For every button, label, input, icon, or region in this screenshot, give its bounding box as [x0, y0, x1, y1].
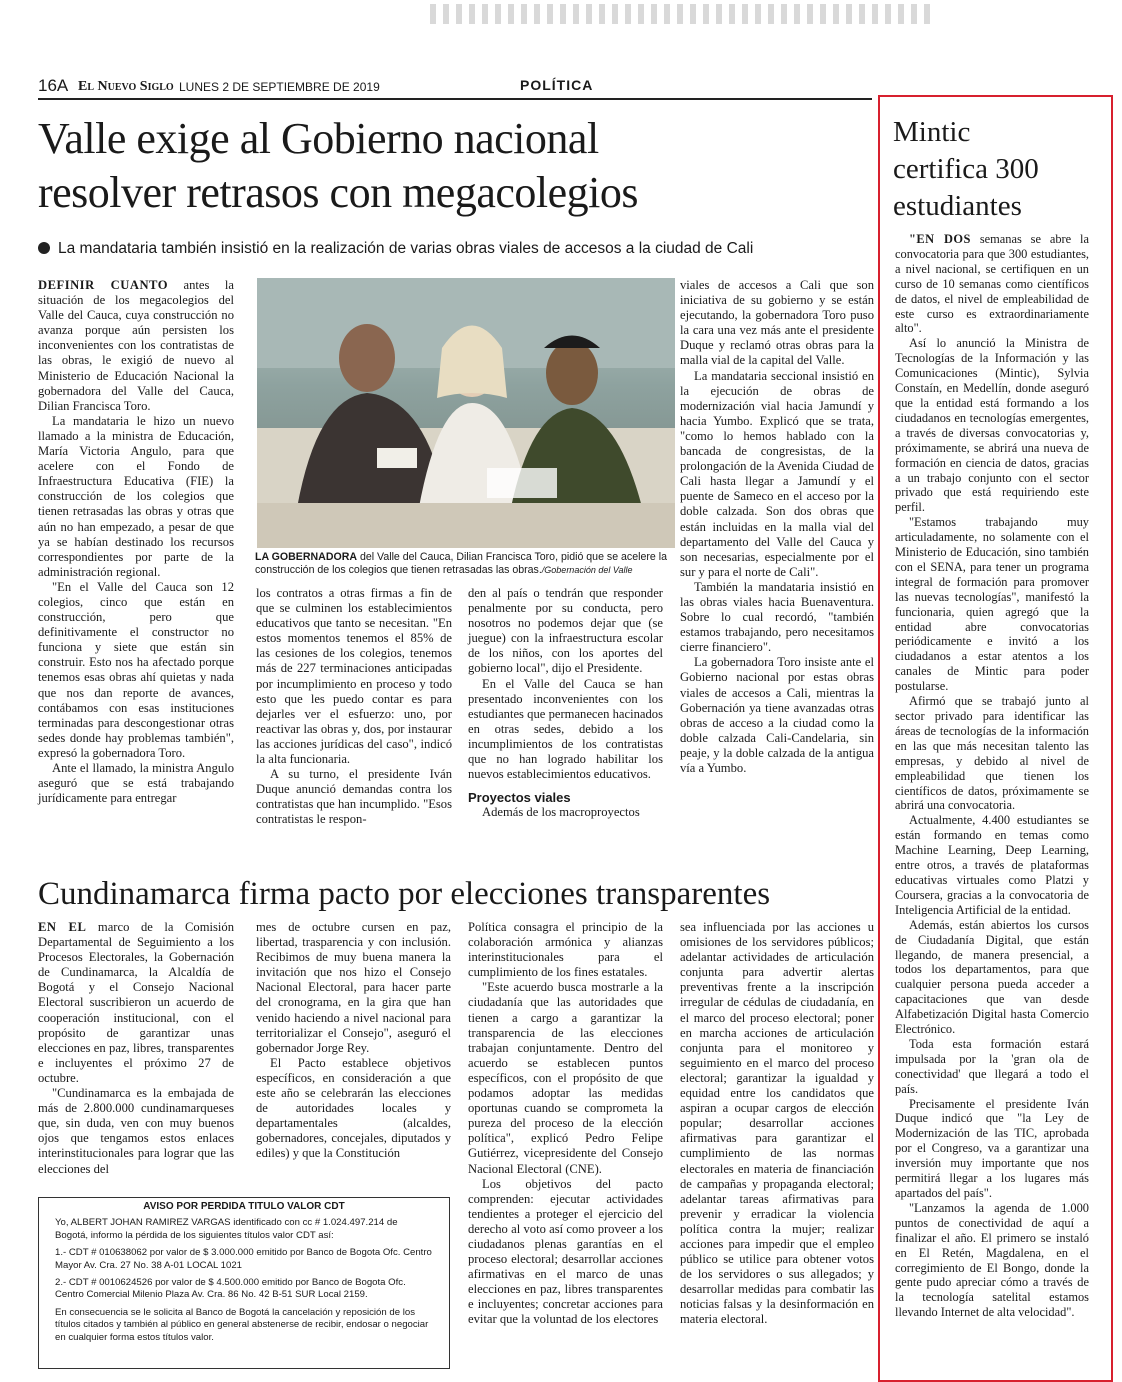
- paragraph: Toda esta formación estará impulsada por la 'gran ola de conectividad' que llegará a todo el país.: [895, 1036, 1089, 1096]
- article1-column-1: [38, 278, 234, 806]
- page-header: [38, 76, 872, 100]
- scan-artifact: [430, 4, 930, 24]
- sidebar-headline: [893, 114, 1103, 225]
- paragraph: La mandataria seccional insistió en la ejecución de obras de modernización vial hacia Jamundí y hacia Yumbo. Explicó que se trata, "como lo hemos hablado con la bancada de congresistas, de la prolongación de la Avenida Ciudad de Cali hasta llegar a Jamundí y el puente de Sameco en el acceso por la doble calzada. Son dos obras que están incluidas en la malla vial del departamento del Valle del Cauca y son necesarias, especialmente por el sur y para el norte de Cali".: [680, 368, 874, 579]
- paragraph: Además, están abiertos los cursos de Ciudadanía Digital, que están llegando, de manera presencial, a todos los departamentos, para que cualquier persona pueda acceder a capacitaciones que van desde Alfabetización Digital hasta Comercio Electrónico.: [895, 917, 1089, 1037]
- paragraph: "Este acuerdo busca mostrarle a la ciudadanía que las autoridades que tienen a cargo a garantizar la transparencia de las elecciones trabajan conjuntamente. Dentro del acuerdo se establecen puntos específicos, con el propósito de que podamos adoptar las medidas oportunas cuando se comprometa la pureza del proceso de la elección política", explicó Pedro Felipe Gutiérrez, vicepresidente del Consejo Nacional Electoral (CNE).: [468, 980, 663, 1176]
- paragraph: También la mandataria insistió en las obras viales hacia Buenaventura. Sobre lo cual recordó, "también estamos trabajando, pero necesitamos cierre financiero".: [680, 579, 874, 655]
- legal-notice-box: [38, 1197, 450, 1369]
- headline-line-2: resolver retrasos con megacolegios: [38, 168, 638, 217]
- paragraph: A su turno, el presidente Iván Duque anunció demandas contra los contratistas que han incumplido. "Esos contratistas le respon-: [256, 767, 452, 827]
- article2-column-2: [256, 920, 451, 1162]
- section-name: POLÍTICA: [520, 77, 594, 93]
- lead-in: EN EL: [38, 920, 87, 934]
- bullet-icon: [38, 242, 50, 254]
- notice-title: AVISO POR PERDIDA TITULO VALOR CDT: [143, 1201, 345, 1212]
- paragraph: "En el Valle del Cauca son 12 colegios, cinco que están en construcción, pero que definitivamente el constructor no funciona y siete que están sin construir. Esto nos ha afectado porque tenemos esas obras ahí quietas y nada que nos dan reporte de avances, contábamos con esas instituciones terminadas para descongestionar otras sedes donde hay problemas también", expresó la gobernadora Toro.: [38, 579, 234, 760]
- headline-line-1: Valle exige al Gobierno nacional: [38, 114, 599, 163]
- paragraph: Ante el llamado, la ministra Angulo aseguró que se está trabajando jurídicamente para entregar: [38, 761, 234, 806]
- subtitle-text: La mandataria también insistió en la realización de varias obras viales de accesos a la ciudad de Cali: [58, 240, 754, 257]
- paragraph: En el Valle del Cauca se han presentado inconvenientes con los estudiantes que permanecen hacinados en otras sedes, debido a los incumplimientos de los contratistas que no han logrado habilitar los nuevos establecimientos educativos.: [468, 676, 663, 782]
- paragraph: Además de los macroproyectos: [482, 805, 640, 820]
- sidebar-body: [895, 232, 1089, 1320]
- page-number: 16A: [38, 76, 69, 95]
- notice-paragraph: Yo, ALBERT JOHAN RAMIREZ VARGAS identificado con cc # 1.024.497.214 de Bogotá, informo la pérdida de los siguientes títulos valor CDT así:: [55, 1217, 398, 1241]
- notice-paragraph: En consecuencia se le solicita al Banco de Bogotá la cancelación y reposición de los títulos citados y también al público en general abstenerse de recibir, endosar o negociar en cualquier forma estos títulos valor.: [55, 1306, 429, 1343]
- issue-date: LUNES 2 DE SEPTIEMBRE DE 2019: [179, 80, 380, 94]
- paragraph: Los objetivos del pacto comprenden: ejecutar actividades tendientes a proteger el ejercicio del derecho al voto así como proveer a los ciudadanos plenas garantías en el proceso electoral; desarrollar acciones afirmativas en el marco de unas elecciones en paz, libres transparentes e incluyentes; concretar acciones para evitar que la voluntad de los electores: [468, 1176, 663, 1327]
- paragraph: marco de la Comisión Departamental de Seguimiento a los Procesos Electorales, la Gobernación de Cundinamarca, la Alcaldía de Bogotá y el Consejo Nacional Electoral suscribieron un acuerdo de cooperación institucional, con el propósito de garantizar unas elecciones en paz, libres, transparentes e incluyentes el próximo 27 de octubre.: [38, 920, 235, 1085]
- sidebar-headline-line: Mintic: [893, 116, 971, 148]
- caption-lead: LA GOBERNADORA: [255, 551, 358, 563]
- photo-caption: [255, 551, 677, 577]
- section-subhead: Proyectos viales: [468, 790, 571, 806]
- paragraph: viales de accesos a Cali que son iniciativa de su gobierno y se están ejecutando, la gobernadora Toro puso la cara una vez más ante el presidente Duque y reclamó otras obras para la malla vial de la capital del Valle.: [680, 278, 874, 368]
- notice-paragraph: 1.- CDT # 010638062 por valor de $ 3.000.000 emitido por Banco de Bogota Ofc. Centro Mayor Av. Cra. 27 No. 38 A-01 LOCAL 1021: [55, 1247, 432, 1271]
- article1-column-3: [468, 586, 663, 820]
- paragraph: Actualmente, 4.400 estudiantes se están formando en temas como Machine Learning, Deep Learning, entre otros, a través de plataformas educativas virtuales como Platzi y Coursera, gracias a la convocatoria de Inteligencia Artificial de la entidad.: [895, 813, 1089, 917]
- article2-column-1: [38, 920, 234, 1177]
- sidebar-headline-line: certifica 300: [893, 153, 1039, 185]
- article2-headline: Cundinamarca firma pacto por elecciones transparentes: [38, 876, 771, 912]
- paragraph: "Estamos trabajando muy articuladamente, no solamente con el Ministerio de Educación, sino también con el SENA, para tener un programa integral de formación para promover las nuevas tecnologías", manifestó la funcionaria, quien agregó que la entidad abre convocatorias periódicamente e invitó a los ciudadanos a estar atentos a los canales de Mintic para poder postularse.: [895, 515, 1089, 694]
- paragraph: Así lo anunció la Ministra de Tecnologías de la Información y las Comunicaciones (Mintic), Sylvia Constaín, en Medellín, donde aseguró que la entidad está formando a los ciudadanos en tecnologías emergentes, a través de diversas convocatorias y, próximamente, se abrirá una nueva de formación en ciencia de datos, gracias a un trabajo conjunto con el sector privado que está requiriendo este perfil.: [895, 336, 1089, 515]
- article-photo: [257, 278, 675, 548]
- paragraph: sea influenciada por las acciones u omisiones de los servidores públicos; adelantar actividades de articulación conjunta para advertir alertas preventivas frente a la inscripción irregular de cédulas de ciudadanía, en el marco del proceso electoral; poner en marcha acciones de articulación conjunta para el monitoreo y seguimiento en el marco del proceso electoral; garantizar la igualdad y equidad entre los candidatos que aspiran a ocupar cargos de elección popular; desarrollar acciones afirmativas para garantizar el cumplimiento de las normas electorales en materia de financiación de campañas y propaganda electoral; adelantar tareas afirmativas para prevenir y erradicar la violencia política contra la mujer; realizar acciones para impedir que el empleo público se utilice para obtener votos de los servidores o sus allegados; y desarrollar medidas para combatir las noticias falsas y la desinformación en materia electoral.: [680, 920, 874, 1327]
- paragraph: los contratos a otras firmas a fin de que se culminen los establecimientos educativos que tanto se necesitan. "En estos momentos tenemos el 85% de las cesiones de los colegios, tenemos más de 227 terminaciones anticipadas por incumplimiento en proceso y todo esto que les puedo contar es para dejarles ver el esfuerzo: uno, por reactivar las obras y, dos, por instaurar las acciones jurídicas del caso", indicó la alta funcionaria.: [256, 586, 452, 767]
- paragraph: mes de octubre cursen en paz, libertad, trasparencia y con inclusión. Recibimos de muy buena manera la invitación que nos hizo el Consejo Nacional Electoral, para hacer parte del cronograma, en la gira que han venido haciendo a nivel nacional para territorializar el Consejo", aseguró el gobernador Jorge Rey.: [256, 920, 451, 1055]
- sidebar-headline-line: estudiantes: [893, 190, 1022, 222]
- paragraph: den al país o tendrán que responder penalmente por su conducta, pero nosotros no podemos dejar que (se juegue) con la infraestructura escolar de los niños, con los aportes del gobierno local", dijo el Presidente.: [468, 586, 663, 676]
- paragraph: Política consagra el principio de la colaboración armónica y alianzas interinstitucionales para el cumplimiento de los fines estatales.: [468, 920, 663, 980]
- paragraph: antes la situación de los megacolegios del Valle del Cauca, cuya construcción no avanza porque aún persisten los inconvenientes con los contratistas de las obras, le exigió de nuevo al Ministerio de Educación Nacional la gobernadora del Valle del Cauca, Dilian Francisca Toro.: [38, 278, 234, 413]
- paragraph: "Cundinamarca es la embajada de más de 2.800.000 cundinamarqueses que, sin duda, ven con muy buenos ojos que tengamos estos enlaces interinstitucionales para lograr que las elecciones del: [38, 1086, 234, 1176]
- paragraph: La mandataria le hizo un nuevo llamado a la ministra de Educación, María Victoria Angulo, para que acelere con el Fondo de Infraestructura Educativa (FIE) la construcción de los colegios que tienen retrasadas las obras y otras que aún no han empezado, a pesar de que ya se habían destinado los recursos correspondientes por parte de la administración regional.: [38, 413, 234, 579]
- paragraph: La gobernadora Toro insiste ante el Gobierno nacional por estas obras viales de accesos a Cali, mientras la Gobernación ya tiene avanzadas otras obras de acceso a la ciudad como la doble calzada Cali-Candelaria, sin peaje, y la doble calzada de la antigua vía a Yumbo.: [680, 655, 874, 775]
- lead-in: "EN DOS: [909, 232, 971, 246]
- article1-column-2: [256, 586, 452, 828]
- newspaper-name: El Nuevo Siglo: [78, 79, 174, 94]
- paragraph: Afirmó que se trabajó junto al sector privado para identificar las áreas de tecnologías de la información en las que más necesitan talento las empresas, y debido al nivel de empleabilidad que tienen los científicos de datos, próximamente se abrirá una convocatoria.: [895, 694, 1089, 813]
- article-subtitle: [38, 240, 878, 258]
- article2-column-4: [680, 920, 874, 1328]
- article2-column-3: [468, 920, 663, 1328]
- article-headline: [38, 112, 878, 220]
- paragraph: "Lanzamos la agenda de 1.000 puntos de conectividad de aquí a finalizar el año. El primero se instaló en El Retén, Magdalena, en el corregimiento de El Bongo, donde la gente pudo apreciar cómo a través de la tecnología satelital estamos llevando Internet de alta velocidad".: [895, 1200, 1089, 1320]
- notice-paragraph: 2.- CDT # 0010624526 por valor de $ 4.500.000 emitido por Banco de Bogota Ofc. Centro Comercial Milenio Plaza Av. Cra. 86 No. 42 B-51 SUR Local 2159.: [55, 1277, 406, 1301]
- article1-column-4: [680, 278, 874, 776]
- caption-text: del Valle del Cauca, Dilian Francisca Toro, pidió que se acelere la construcción de los colegios que tienen retrasadas las obras.: [255, 551, 667, 576]
- paragraph: semanas se abre la convocatoria para que 300 estudiantes, a nivel nacional, se certifiquen en un curso de 10 semanas como científicos de datos, el nivel de empleabilidad de este curso es extraordinariamente alto".: [895, 232, 1089, 336]
- photo-credit: /Gobernación del Valle: [541, 565, 633, 575]
- paragraph: El Pacto establece objetivos específicos, en consideración a que este año se celebrarán las elecciones de autoridades locales y departamentales (alcaldes, gobernadores, concejales, diputados y ediles) y que la Constitución: [256, 1055, 451, 1161]
- paragraph: Precisamente el presidente Iván Duque indicó que "la Ley de Modernización de las TIC, aprobada por el Congreso, va a garantizar una inversión muy importante que nos permitirá llegar a los lugares más apartados del país".: [895, 1096, 1089, 1200]
- lead-in: DEFINIR CUANTO: [38, 278, 169, 292]
